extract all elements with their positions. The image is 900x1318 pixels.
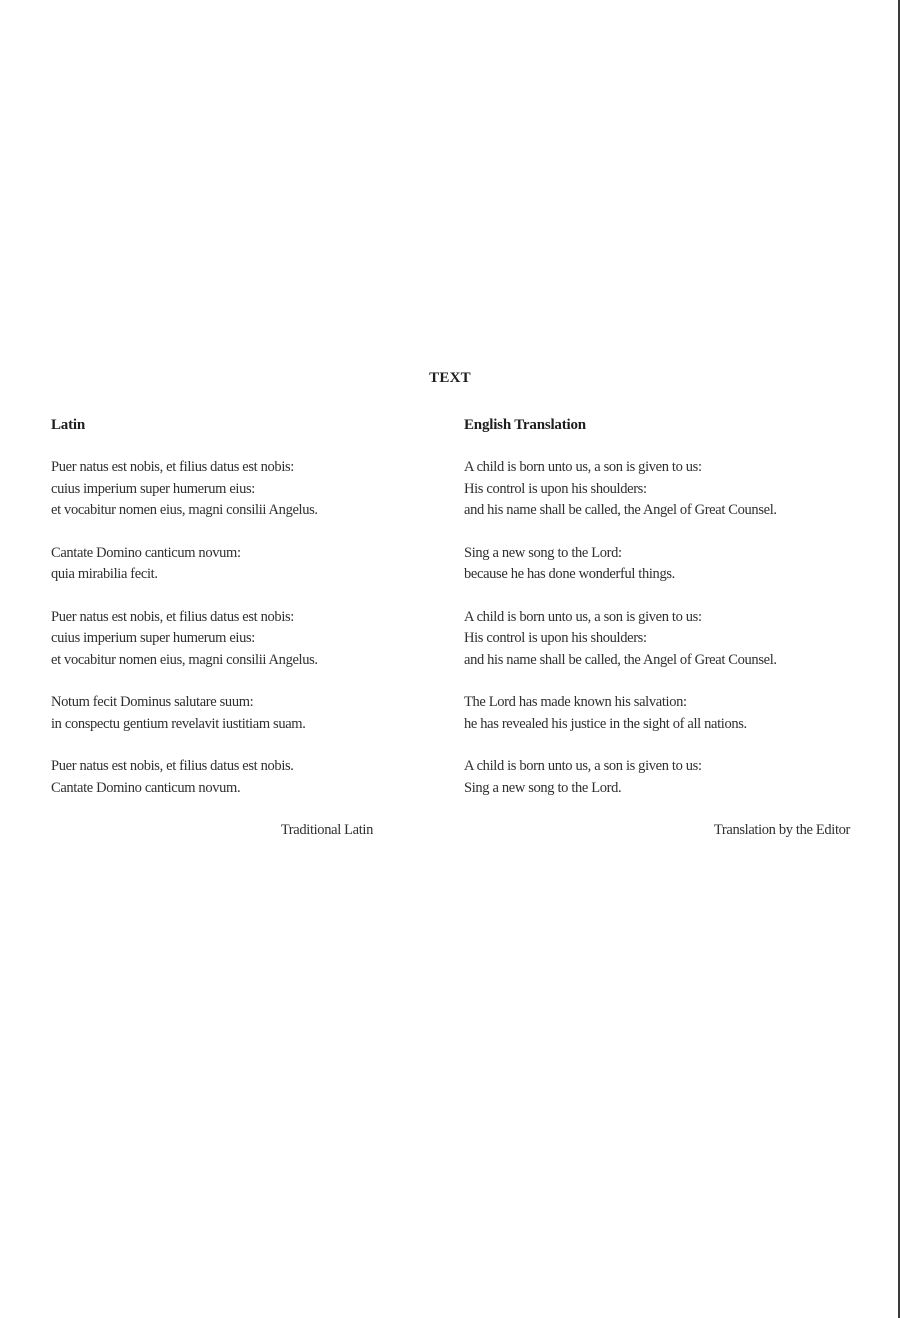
latin-line: cuius imperium super humerum eius: (51, 480, 255, 497)
latin-line: in conspectu gentium revelavit iustitiam suam. (51, 715, 306, 732)
latin-line: Puer natus est nobis, et filius datus est nobis. (51, 758, 294, 774)
latin-attribution: Traditional Latin (280, 822, 373, 838)
latin-line: Puer natus est nobis, et filius datus est nobis: (51, 608, 294, 625)
latin-line: et vocabitur nomen eius, magni consilii Angelus. (51, 651, 318, 668)
english-stanza (464, 543, 850, 586)
english-stanza (464, 756, 850, 799)
latin-heading: Latin (51, 417, 86, 433)
english-column (464, 414, 850, 842)
english-line: and his name shall be called, the Angel of Great Counsel. (464, 651, 777, 668)
page-title: TEXT (429, 370, 471, 386)
english-line: Sing a new song to the Lord. (464, 779, 622, 796)
english-line: His control is upon his shoulders: (464, 480, 647, 497)
latin-stanza (51, 692, 373, 735)
english-line: because he has done wonderful things. (464, 566, 675, 582)
english-attribution: Translation by the Editor (713, 822, 850, 838)
english-line: A child is born unto us, a son is given to us: (464, 608, 702, 625)
latin-line: quia mirabilia fecit. (51, 566, 158, 582)
english-stanza (464, 607, 850, 672)
latin-line: Notum fecit Dominus salutare suum: (51, 694, 254, 710)
latin-stanza (51, 607, 373, 672)
latin-line: et vocabitur nomen eius, magni consilii Angelus. (51, 502, 318, 518)
english-line: A child is born unto us, a son is given to us: (464, 459, 702, 475)
english-line: A child is born unto us, a son is given to us: (464, 758, 702, 774)
english-stanza (464, 692, 850, 735)
english-heading: English Translation (464, 417, 586, 433)
latin-stanza (51, 457, 373, 522)
english-line: he has revealed his justice in the sight of all nations. (464, 715, 747, 732)
english-line: Sing a new song to the Lord: (464, 544, 622, 561)
latin-line: cuius imperium super humerum eius: (51, 630, 255, 646)
latin-stanza (51, 756, 373, 799)
english-line: and his name shall be called, the Angel of Great Counsel. (464, 502, 777, 518)
latin-line: Cantate Domino canticum novum. (51, 779, 241, 796)
english-line: The Lord has made known his salvation: (464, 694, 687, 710)
latin-stanza (51, 543, 373, 586)
latin-column (51, 414, 373, 842)
latin-line: Puer natus est nobis, et filius datus est nobis: (51, 459, 294, 475)
latin-line: Cantate Domino canticum novum: (51, 544, 241, 561)
english-line: His control is upon his shoulders: (464, 630, 647, 646)
english-stanza (464, 457, 850, 522)
